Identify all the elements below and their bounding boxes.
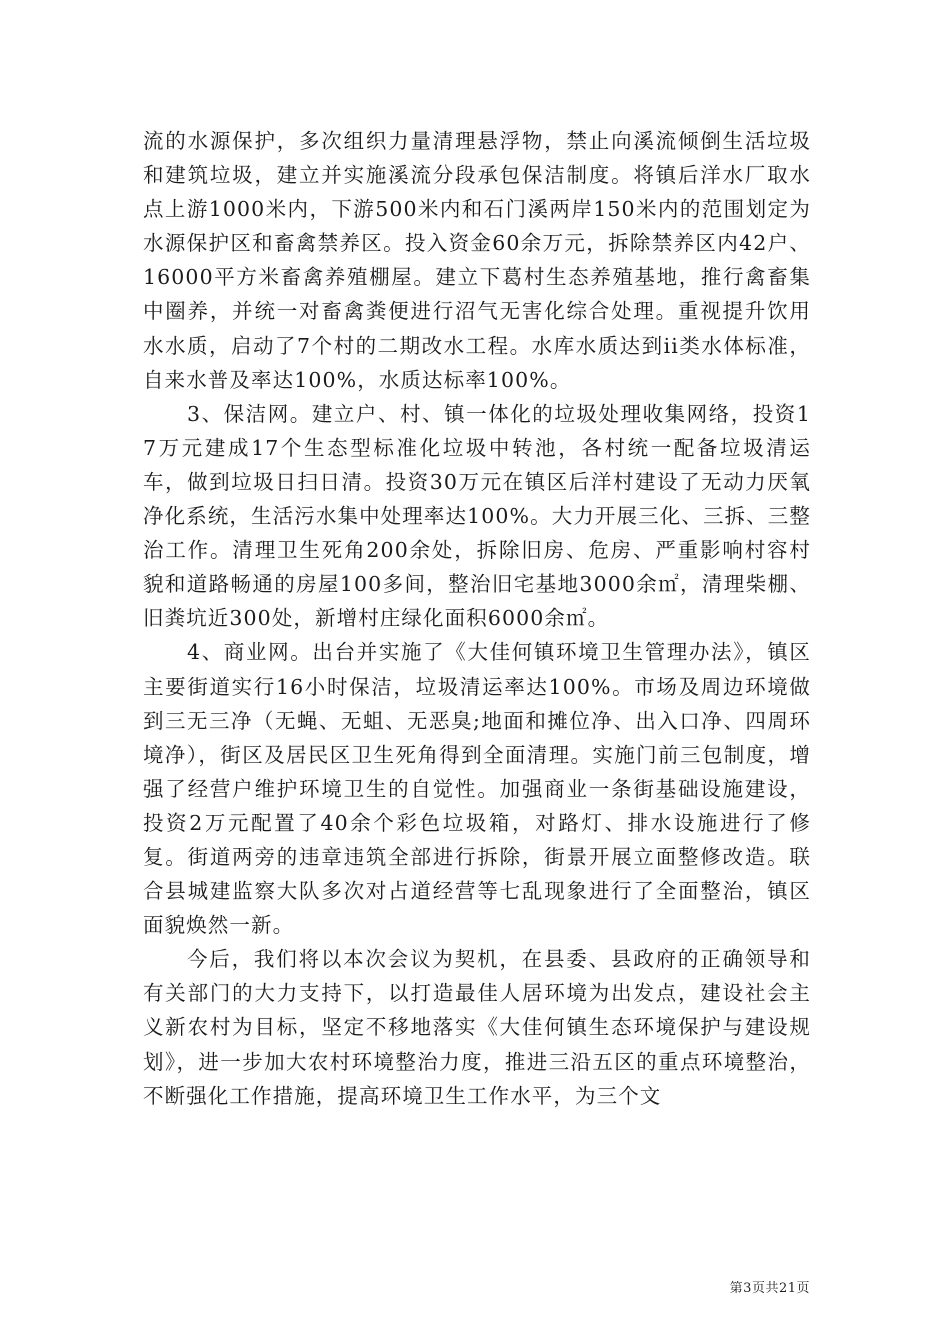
page-number-footer: 第3页共21页 <box>729 1281 810 1296</box>
paragraph-future-plans: 今后，我们将以本次会议为契机，在县委、县政府的正确领导和有关部门的大力支持下，以打造最佳人居环境为出发点，建设社会主义新农村为目标，坚定不移地落实《大佳何镇生态环境保护与建设规划》，进一步加大农村环境整治力度，推进三沿五区的重点环境整治，不断强化工作措施，提高环境卫生工作水平，为三个文 <box>143 947 811 1108</box>
paragraph-water-source-protection: 流的水源保护，多次组织力量清理悬浮物，禁止向溪流倾倒生活垃圾和建筑垃圾，建立并实施溪流分段承包保洁制度。将镇后洋水厂取水点上游1000米内，下游500米内和石门溪两岸150米内的范围划定为水源保护区和畜禽禁养区。投入资金60余万元，拆除禁养区内42户、16000平方米畜禽养殖棚屋。建立下葛村生态养殖基地，推行禽畜集中圈养，并统一对畜禽粪便进行沼气无害化综合处理。重视提升饮用水水质，启动了7个村的二期改水工程。水库水质达到ii类水体标准，自来水普及率达100%，水质达标率100%。 <box>143 129 811 392</box>
paragraph-commercial-network: 4、商业网。出台并实施了《大佳何镇环境卫生管理办法》，镇区主要街道实行16小时保洁，垃圾清运率达100%。市场及周边环境做到三无三净（无蝇、无蛆、无恶臭;地面和摊位净、出入口净、四周环境净），街区及居民区卫生死角得到全面清理。实施门前三包制度，增强了经营户维护环境卫生的自觉性。加强商业一条街基础设施建设，投资2万元配置了40余个彩色垃圾箱，对路灯、排水设施进行了修复。街道两旁的违章违筑全部进行拆除，街景开展立面整修改造。联合县城建监察大队多次对占道经营等七乱现象进行了全面整治，镇区面貌焕然一新。 <box>143 640 811 938</box>
document-body <box>143 124 811 1113</box>
paragraph-cleaning-network: 3、保洁网。建立户、村、镇一体化的垃圾处理收集网络，投资17万元建成17个生态型标准化垃圾中转池，各村统一配备垃圾清运车，做到垃圾日扫日清。投资30万元在镇区后洋村建设了无动力厌氧净化系统，生活污水集中处理率达100%。大力开展三化、三拆、三整治工作。清理卫生死角200余处，拆除旧房、危房、严重影响村容村貌和道路畅通的房屋100多间，整治旧宅基地3000余㎡，清理柴棚、旧粪坑近300处，新增村庄绿化面积6000余㎡。 <box>143 401 811 631</box>
